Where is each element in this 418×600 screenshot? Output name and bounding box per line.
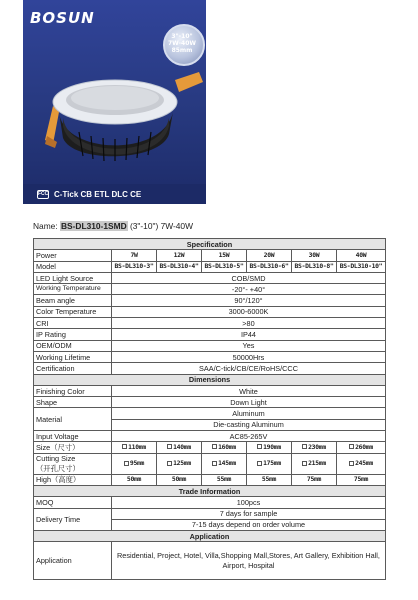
row-label: IP Rating [34,329,112,340]
row-value: White [112,385,386,396]
row-label [34,453,112,474]
row-label: Size（尺寸） [34,442,112,453]
row-label: OEM/ODM [34,340,112,351]
table-row [34,497,386,508]
row-value: >80 [112,318,386,329]
size-cell [157,442,202,453]
row-value: 90°/120° [112,295,386,306]
row-label: Working Temperature [34,284,112,295]
table-row-model [34,261,386,272]
height-cell: 50mm [112,474,157,485]
row-value: -20°- +40° [112,284,386,295]
diameter-icon [302,461,307,466]
row-label: Working Lifetime [34,351,112,362]
size-power-range: (3"-10") 7W-40W [129,221,193,231]
row-label: Application [34,542,112,580]
badge-line-power: 7W-40W [168,40,196,47]
diameter-icon [122,444,127,449]
badge-line-cut: 85mm [171,47,193,54]
table-row [34,408,386,419]
table-row-height [34,474,386,485]
diameter-icon [349,444,354,449]
section-header-application [34,531,386,542]
diameter-icon [167,444,172,449]
diameter-icon [124,461,129,466]
downlight-product-image [23,60,206,184]
row-value: 7-15 days depend on order volume [112,519,386,530]
table-row [34,306,386,317]
row-label: High（高度） [34,474,112,485]
brand-logo: BOSUN [30,9,95,27]
table-row-size [34,442,386,453]
section-header-dimensions [34,374,386,385]
size-value: 230mm [308,442,326,451]
diameter-icon [349,461,354,466]
diameter-icon [212,461,217,466]
row-label: Power [34,250,112,261]
section-header-trade [34,485,386,496]
row-label: Finishing Color [34,385,112,396]
product-banner [23,0,206,204]
model-cell: BS-DL310-10" [337,261,386,272]
size-badge-text [157,24,206,54]
cutting-value: 125mm [173,459,191,468]
row-label: LED Light Source [34,272,112,283]
certification-bar [23,184,206,204]
height-cell: 75mm [292,474,337,485]
size-cell [292,442,337,453]
size-cell [112,442,157,453]
section-title: Specification [34,239,386,250]
cutting-value: 215mm [308,459,326,468]
size-cell [247,442,292,453]
section-title: Trade Information [34,485,386,496]
row-value: 3000-6000K [112,306,386,317]
model-number: BS-DL310-1SMD [61,221,127,231]
table-row [34,295,386,306]
size-value: 110mm [128,442,146,451]
model-cell: BS-DL310-5" [202,261,247,272]
diameter-icon [257,444,262,449]
badge-line-size: 3"-10" [171,33,193,40]
diameter-icon [257,461,262,466]
row-value: 100pcs [112,497,386,508]
table-row [34,272,386,283]
size-value: 260mm [355,442,373,451]
row-label: Color Temperature [34,306,112,317]
section-title: Application [34,531,386,542]
model-cell: BS-DL310-6" [247,261,292,272]
table-row [34,284,386,295]
row-value: Down Light [112,397,386,408]
spec-table-container [33,238,385,580]
row-value: 7 days for sample [112,508,386,519]
row-label: Beam angle [34,295,112,306]
table-row [34,508,386,519]
section-header-specification [34,239,386,250]
spec-table [33,238,386,580]
row-value: IP44 [112,329,386,340]
model-cell: BS-DL310-8" [292,261,337,272]
row-value: Yes [112,340,386,351]
power-cell: 40W [337,250,386,261]
row-label: Shape [34,397,112,408]
power-cell: 30W [292,250,337,261]
size-value: 140mm [173,442,191,451]
certification-text: C-Tick CB ETL DLC CE [54,189,142,199]
diameter-icon [302,444,307,449]
height-cell: 55mm [202,474,247,485]
table-row [34,431,386,442]
table-row [34,397,386,408]
product-name-line [33,221,393,231]
cutting-cell [157,453,202,474]
height-cell: 75mm [337,474,386,485]
power-cell: 12W [157,250,202,261]
cutting-value: 95mm [129,459,145,468]
row-value: SAA/C-tick/CB/CE/RoHS/CCC [112,363,386,374]
fcc-logo-icon: FCC [38,190,49,197]
power-cell: 15W [202,250,247,261]
cutting-label-cn: （开孔尺寸） [36,463,80,473]
cutting-value: 145mm [218,459,236,468]
row-value: COB/SMD [112,272,386,283]
name-label: Name: [33,221,58,231]
cutting-cell [247,453,292,474]
row-value: Residential, Project, Hotel, Villa,Shopping Mall,Stores, Art Gallery, Exhibition Hall, Airport, Hospital [112,542,386,580]
row-label: CRI [34,318,112,329]
cutting-cell [112,453,157,474]
row-value: Aluminum [112,408,386,419]
power-cell: 7W [112,250,157,261]
size-value: 160mm [218,442,236,451]
table-row [34,329,386,340]
table-row [34,363,386,374]
row-label: Input Voltage [34,431,112,442]
cutting-cell [337,453,386,474]
diameter-icon [167,461,172,466]
cutting-label: Cutting Size [36,453,76,463]
row-label: Delivery Time [34,508,112,531]
section-title: Dimensions [34,374,386,385]
table-row-power [34,250,386,261]
model-cell: BS-DL310-3" [112,261,157,272]
height-cell: 50mm [157,474,202,485]
table-row-cutting-size [34,453,386,474]
size-cell [202,442,247,453]
diameter-icon [212,444,217,449]
table-row [34,340,386,351]
row-label: MOQ [34,497,112,508]
height-cell: 55mm [247,474,292,485]
model-cell: BS-DL310-4" [157,261,202,272]
row-label: Material [34,408,112,431]
cutting-cell [292,453,337,474]
cutting-value: 175mm [263,459,281,468]
row-value: Die-casting Aluminum [112,419,386,430]
table-row [34,385,386,396]
row-label: Model [34,261,112,272]
table-row-application [34,542,386,580]
table-row [34,351,386,362]
size-value: 190mm [263,442,281,451]
row-value: 50000Hrs [112,351,386,362]
row-label: Certification [34,363,112,374]
size-cell [337,442,386,453]
cutting-cell [202,453,247,474]
power-cell: 20W [247,250,292,261]
cutting-value: 245mm [355,459,373,468]
table-row [34,318,386,329]
row-value: AC85-265V [112,431,386,442]
